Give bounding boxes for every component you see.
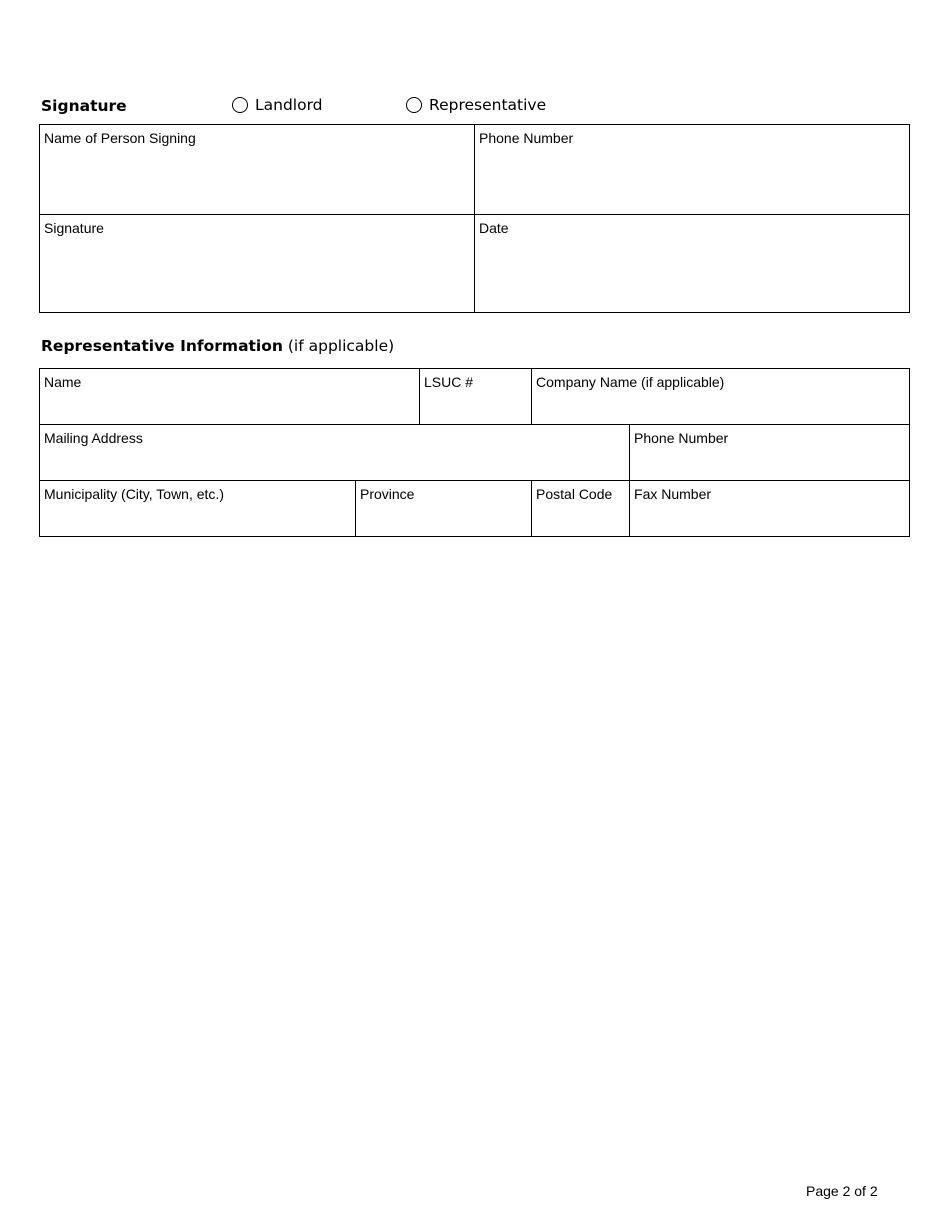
signer-phone-number-field[interactable] [475,125,910,215]
representative-heading [41,337,394,355]
landlord-radio-label: Landlord [255,96,323,114]
company-name-field[interactable] [532,369,910,425]
date-label: Date [479,220,509,236]
province-field[interactable] [356,481,532,537]
lsuc-label: LSUC # [424,374,474,390]
signature-heading-row [41,96,911,118]
representative-radio[interactable] [406,96,546,114]
postal-code-field[interactable] [532,481,630,537]
page-number: Page 2 of 2 [806,1183,878,1199]
representative-section-subtitle: (if applicable) [287,337,395,355]
signature-section-title: Signature [41,97,127,115]
signature-table [39,124,910,313]
rep-name-label: Name [44,374,82,390]
landlord-radio[interactable] [232,96,323,114]
signer-phone-number-label: Phone Number [479,130,574,146]
mailing-address-label: Mailing Address [44,430,143,446]
representative-table [39,368,910,537]
signature-field[interactable] [40,215,475,313]
municipality-field[interactable] [40,481,356,537]
rep-phone-number-field[interactable] [630,425,910,481]
postal-code-label: Postal Code [536,486,613,502]
rep-phone-number-label: Phone Number [634,430,729,446]
representative-section-title: Representative Information [41,337,283,355]
lsuc-field[interactable] [420,369,532,425]
mailing-address-field[interactable] [40,425,630,481]
fax-number-label: Fax Number [634,486,712,502]
representative-radio-circle[interactable] [406,97,422,113]
company-name-label: Company Name (if applicable) [536,374,725,390]
municipality-label: Municipality (City, Town, etc.) [44,486,224,502]
province-label: Province [360,486,415,502]
landlord-radio-circle[interactable] [232,97,248,113]
name-of-person-signing-field[interactable] [40,125,475,215]
date-field[interactable] [475,215,910,313]
rep-name-field[interactable] [40,369,420,425]
fax-number-field[interactable] [630,481,910,537]
signature-label: Signature [44,220,104,236]
representative-radio-label: Representative [429,96,547,114]
name-of-person-signing-label: Name of Person Signing [44,130,196,146]
